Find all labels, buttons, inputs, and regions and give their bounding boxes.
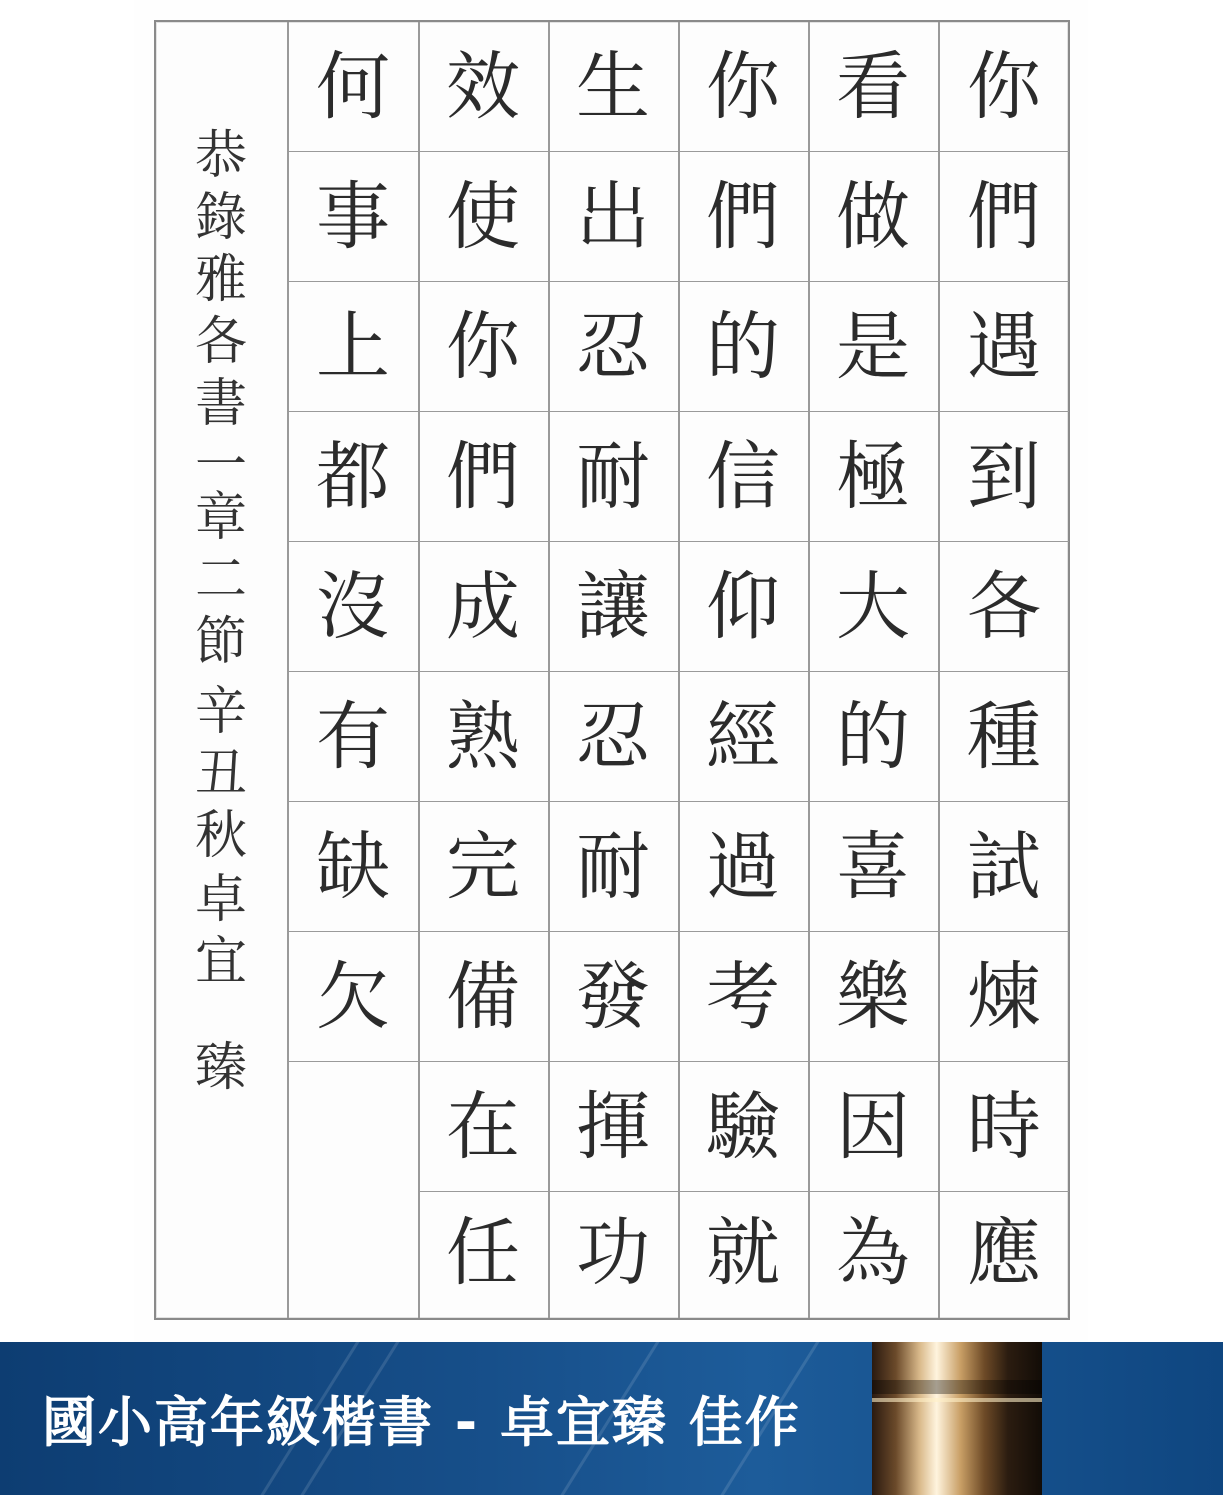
char-cell: 熟 xyxy=(418,672,548,802)
title-banner xyxy=(0,1342,1223,1495)
text-column-4 xyxy=(548,22,678,1318)
signature-char: 卓 xyxy=(194,870,247,930)
char-cell: 是 xyxy=(808,282,938,412)
signature-char: 秋 xyxy=(194,806,247,866)
char-cell: 忍 xyxy=(548,672,678,802)
char-cell: 煉 xyxy=(939,932,1069,1062)
char-cell: 有 xyxy=(288,672,418,802)
char-cell: 成 xyxy=(418,542,548,672)
char-cell: 你 xyxy=(939,22,1069,152)
text-column-3 xyxy=(678,22,808,1318)
text-column-2 xyxy=(808,22,938,1318)
char-cell: 發 xyxy=(548,932,678,1062)
char-cell: 你 xyxy=(418,282,548,412)
char-cell: 過 xyxy=(678,802,808,932)
signature-char: 丑 xyxy=(194,744,247,804)
pen-image xyxy=(872,1342,1042,1495)
char-cell: 事 xyxy=(288,152,418,282)
char-cell: 都 xyxy=(288,412,418,542)
char-cell: 極 xyxy=(808,412,938,542)
char-cell: 因 xyxy=(808,1062,938,1192)
char-cell: 信 xyxy=(678,412,808,542)
char-cell: 做 xyxy=(808,152,938,282)
char-cell: 為 xyxy=(836,1210,910,1296)
grid-line xyxy=(938,22,940,1318)
signature-char: 恭 xyxy=(194,126,247,186)
char-cell: 到 xyxy=(939,412,1069,542)
char-cell: 欠 xyxy=(288,932,418,1062)
char-cell: 效 xyxy=(418,22,548,152)
signature-column xyxy=(156,22,286,1318)
char-cell: 們 xyxy=(418,412,548,542)
char-cell: 們 xyxy=(939,152,1069,282)
char-cell: 仰 xyxy=(678,542,808,672)
char-cell: 沒 xyxy=(288,542,418,672)
grid-line xyxy=(287,22,289,1318)
char-cell: 的 xyxy=(808,672,938,802)
signature-char: 章 xyxy=(194,488,247,548)
signature-char: 雅 xyxy=(194,250,247,310)
char-cell: 各 xyxy=(939,542,1069,672)
pen-band xyxy=(872,1380,1042,1394)
char-cell: 任 xyxy=(446,1210,520,1296)
char-cell: 你 xyxy=(678,22,808,152)
char-cell: 完 xyxy=(418,802,548,932)
char-cell: 遇 xyxy=(939,282,1069,412)
char-cell: 耐 xyxy=(548,802,678,932)
signature-char: 臻 xyxy=(194,1038,247,1098)
char-cell: 驗 xyxy=(678,1062,808,1192)
char-cell: 喜 xyxy=(808,802,938,932)
signature-char: 辛 xyxy=(194,682,247,742)
char-cell: 看 xyxy=(808,22,938,152)
char-cell: 種 xyxy=(939,672,1069,802)
signature-char: 一 xyxy=(194,436,247,496)
signature-char: 書 xyxy=(194,374,247,434)
grid-line xyxy=(678,22,680,1318)
char-cell: 時 xyxy=(939,1062,1069,1192)
char-cell: 耐 xyxy=(548,412,678,542)
char-cell: 忍 xyxy=(548,282,678,412)
char-cell: 缺 xyxy=(288,802,418,932)
char-cell: 上 xyxy=(288,282,418,412)
char-cell: 經 xyxy=(678,672,808,802)
char-cell: 樂 xyxy=(808,932,938,1062)
signature-char: 錄 xyxy=(194,188,247,248)
calligraphy-grid xyxy=(154,20,1070,1320)
signature-char: 二 xyxy=(194,550,247,610)
char-cell: 們 xyxy=(678,152,808,282)
text-column-6 xyxy=(288,22,418,1318)
pen-band-highlight xyxy=(872,1398,1042,1402)
char-cell: 的 xyxy=(678,282,808,412)
banner-title: 國小高年級楷書 - 卓宜臻 佳作 xyxy=(42,1391,801,1454)
char-cell: 應 xyxy=(967,1210,1041,1296)
char-cell: 讓 xyxy=(548,542,678,672)
grid-line xyxy=(418,22,420,1318)
grid-line xyxy=(548,22,550,1318)
text-column-1 xyxy=(939,22,1069,1318)
signature-char: 宜 xyxy=(194,932,247,992)
char-cell: 何 xyxy=(288,22,418,152)
grid-line xyxy=(808,22,810,1318)
char-cell: 揮 xyxy=(548,1062,678,1192)
signature-char: 各 xyxy=(194,312,247,372)
char-cell: 考 xyxy=(678,932,808,1062)
char-cell: 大 xyxy=(808,542,938,672)
char-cell: 生 xyxy=(548,22,678,152)
signature-char: 節 xyxy=(194,612,247,672)
char-cell: 使 xyxy=(418,152,548,282)
char-cell: 備 xyxy=(418,932,548,1062)
char-cell: 功 xyxy=(576,1210,650,1296)
char-cell: 出 xyxy=(548,152,678,282)
text-column-5 xyxy=(418,22,548,1318)
char-cell: 就 xyxy=(706,1210,780,1296)
char-cell: 在 xyxy=(418,1062,548,1192)
char-cell: 試 xyxy=(939,802,1069,932)
